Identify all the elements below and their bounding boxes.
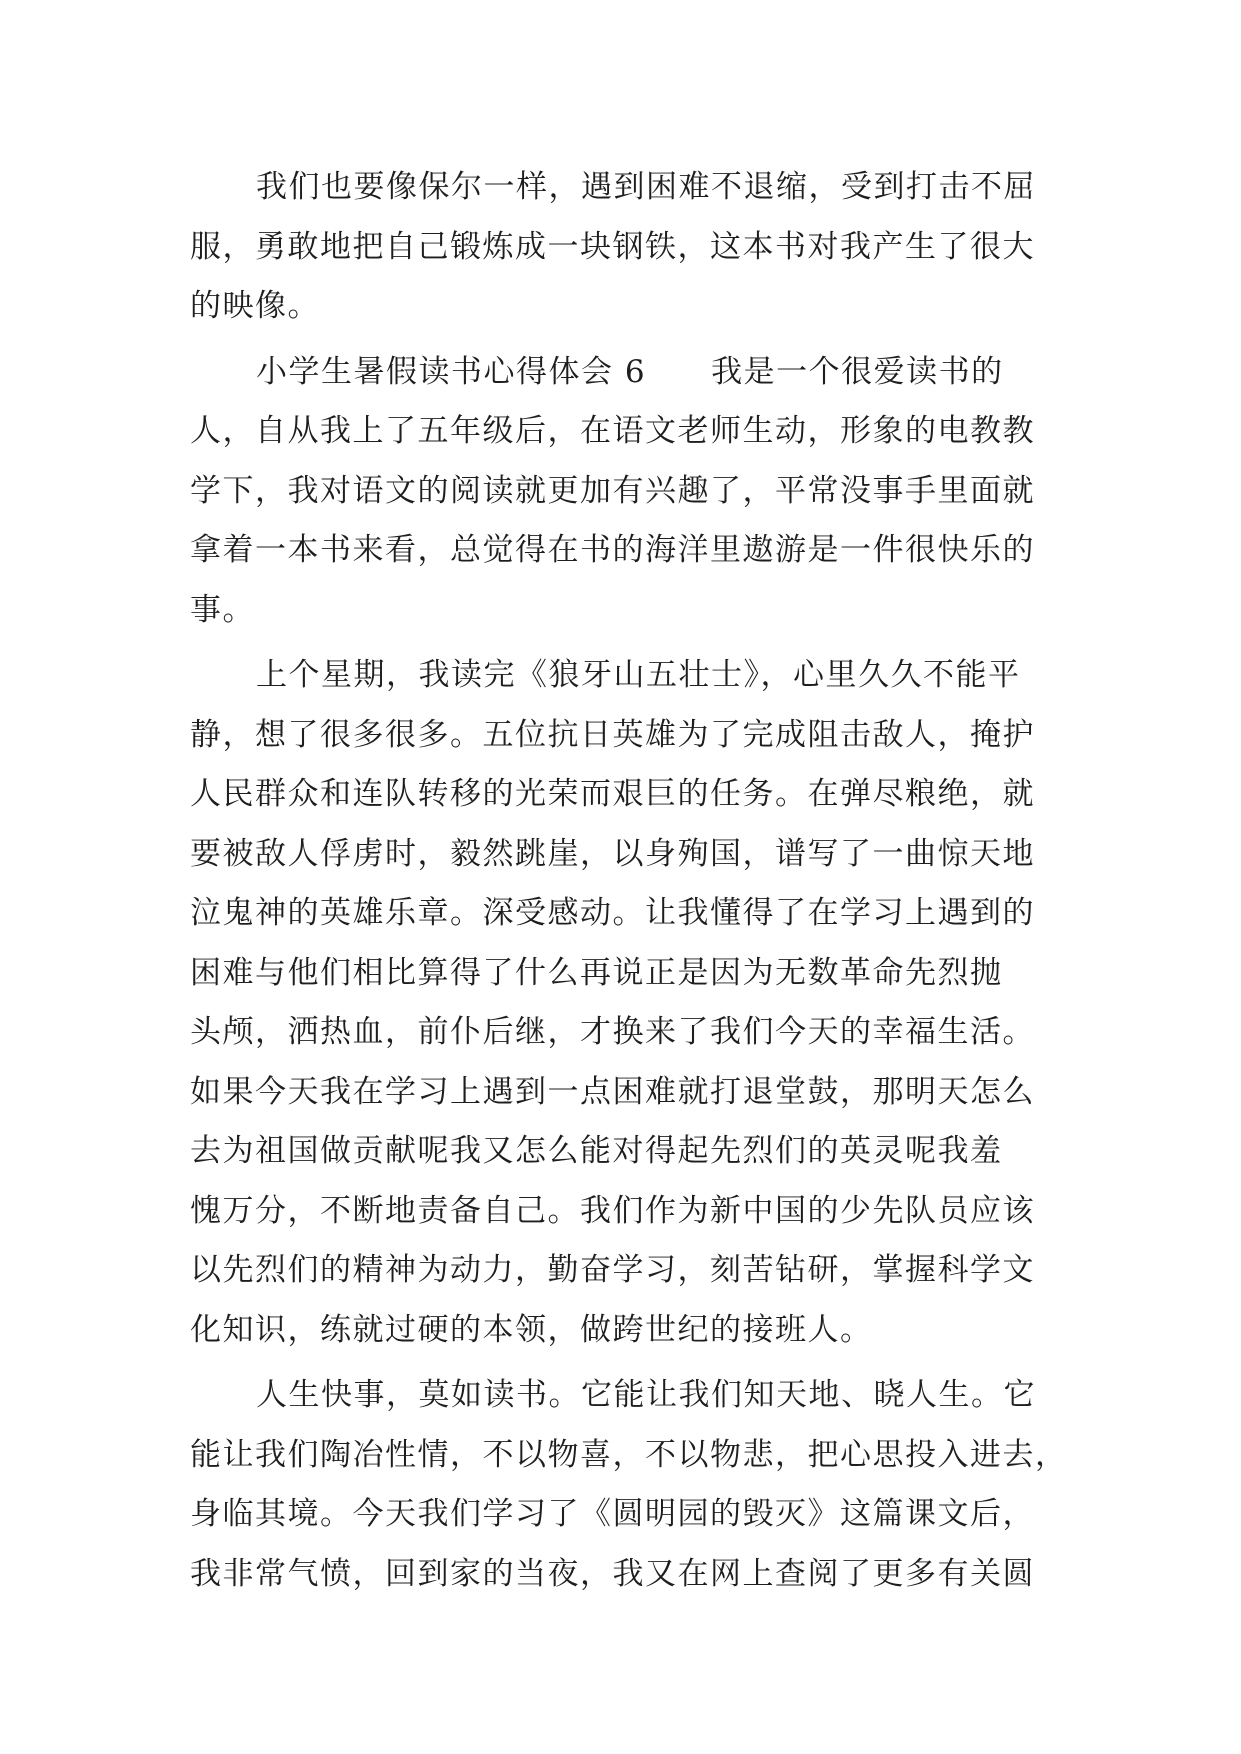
text-line: 泣鬼神的英雄乐章。深受感动。让我懂得了在学习上遇到的 bbox=[190, 895, 1035, 931]
text-line: 的映像。 bbox=[190, 288, 320, 324]
text-line: 能让我们陶冶性情，不以物喜，不以物悲，把心思投入进去， bbox=[190, 1436, 1068, 1473]
paragraph bbox=[190, 1366, 1070, 1604]
text-line: 身临其境。今天我们学习了《圆明园的毁灭》这篇课文后， bbox=[190, 1496, 1035, 1532]
text-line: 如果今天我在学习上遇到一点困难就打退堂鼓，那明天怎么 bbox=[190, 1073, 1035, 1110]
text-line: 以先烈们的精神为动力，勤奋学习，刻苦钻研，掌握科学文 bbox=[190, 1252, 1035, 1288]
text-line: 拿着一本书来看，总觉得在书的海洋里遨游是一件很快乐的 bbox=[190, 532, 1035, 568]
paragraph bbox=[190, 646, 1070, 1360]
text-line: 学下，我对语文的阅读就更加有兴趣了，平常没事手里面就 bbox=[190, 472, 1035, 509]
text-line: 我们也要像保尔一样，遇到困难不退缩，受到打击不屈 bbox=[256, 169, 1036, 205]
text-line: 去为祖国做贡献呢我又怎么能对得起先烈们的英灵呢我羞 bbox=[190, 1133, 1003, 1169]
text-line: 事。 bbox=[190, 591, 255, 628]
document-body bbox=[190, 158, 1070, 1604]
section-heading-line: 小学生暑假读书心得体会 6 我是一个很爱读书的 bbox=[256, 353, 1004, 390]
text-line: 服，勇敢地把自己锻炼成一块钢铁，这本书对我产生了很大 bbox=[190, 228, 1035, 265]
text-line: 静，想了很多很多。五位抗日英雄为了完成阻击敌人，掩护 bbox=[190, 716, 1035, 753]
text-line: 困难与他们相比算得了什么再说正是因为无数革命先烈抛 bbox=[190, 954, 1003, 991]
text-line: 上个星期，我读完《狼牙山五壮士》，心里久久不能平 bbox=[256, 657, 1021, 693]
text-line: 要被敌人俘虏时，毅然跳崖，以身殉国，谱写了一曲惊天地 bbox=[190, 835, 1035, 872]
paragraph bbox=[190, 158, 1070, 337]
text-line: 人，自从我上了五年级后，在语文老师生动，形象的电教教 bbox=[190, 413, 1035, 449]
text-line: 愧万分，不断地责备自己。我们作为新中国的少先队员应该 bbox=[190, 1192, 1035, 1229]
text-line: 头颅，洒热血，前仆后继，才换来了我们今天的幸福生活。 bbox=[190, 1014, 1035, 1050]
text-line: 化知识，练就过硬的本领，做跨世纪的接班人。 bbox=[190, 1311, 873, 1348]
text-line: 人生快事，莫如读书。它能让我们知天地、晓人生。它 bbox=[256, 1377, 1036, 1413]
text-line: 我非常气愤，回到家的当夜，我又在网上查阅了更多有关圆 bbox=[190, 1555, 1035, 1592]
text-line: 人民群众和连队转移的光荣而艰巨的任务。在弹尽粮绝，就 bbox=[190, 776, 1035, 812]
paragraph bbox=[190, 343, 1070, 641]
